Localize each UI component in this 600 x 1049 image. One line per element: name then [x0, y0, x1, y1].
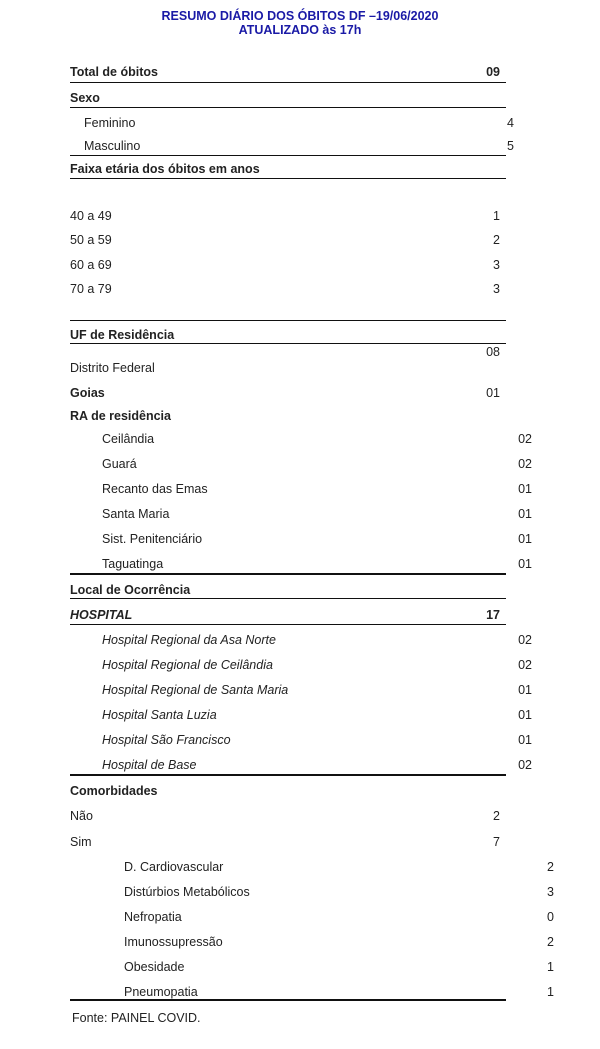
section-title-uf: UF de Residência: [70, 328, 175, 342]
section-title-local: Local de Ocorrência: [70, 583, 191, 597]
list-item: [70, 115, 520, 131]
item-value: 2: [493, 233, 500, 247]
item-value: 2: [547, 935, 554, 949]
list-item: [70, 884, 560, 900]
hospital-row: [70, 607, 506, 623]
total-value: 09: [486, 65, 500, 79]
comorb-nao-value: 2: [493, 809, 500, 823]
total-row: [70, 64, 506, 80]
item-value: 1: [493, 209, 500, 223]
item-label: Feminino: [84, 116, 136, 130]
divider: [70, 598, 506, 599]
item-label: Imunossupressão: [124, 935, 223, 949]
list-item: [70, 431, 538, 447]
item-label: Sist. Penitenciário: [102, 532, 203, 546]
list-item: [70, 632, 538, 648]
uf-df-label: Distrito Federal: [70, 361, 155, 375]
item-label: Taguatinga: [102, 557, 164, 571]
item-value: 01: [518, 557, 532, 571]
list-item: [70, 657, 538, 673]
item-value: 3: [547, 885, 554, 899]
item-label: Pneumopatia: [124, 985, 198, 999]
item-label: 70 a 79: [70, 282, 112, 296]
list-item: [70, 732, 538, 748]
item-label: 50 a 59: [70, 233, 112, 247]
divider: [70, 320, 506, 321]
item-value: 01: [518, 683, 532, 697]
total-label: Total de óbitos: [70, 65, 158, 79]
list-item: [70, 556, 538, 572]
uf-df-value: 08: [486, 345, 500, 359]
item-value: 01: [518, 532, 532, 546]
list-item: [70, 232, 506, 248]
item-value: 1: [547, 960, 554, 974]
comorb-sim-label: Sim: [70, 835, 92, 849]
list-item: [70, 859, 560, 875]
comorb-nao-row: [70, 808, 506, 824]
item-value: 01: [518, 733, 532, 747]
section-title-comorbidades: Comorbidades: [70, 784, 158, 798]
list-item: [70, 208, 506, 224]
item-label: Obesidade: [124, 960, 185, 974]
item-label: Hospital de Base: [102, 758, 197, 772]
item-label: Hospital Regional de Ceilândia: [102, 658, 273, 672]
uf-goias-row: [70, 385, 506, 401]
item-label: Hospital Regional da Asa Norte: [102, 633, 276, 647]
divider: [70, 573, 506, 575]
item-value: 01: [518, 708, 532, 722]
list-item: [70, 138, 520, 154]
list-item: [70, 257, 506, 273]
list-item: [70, 506, 538, 522]
item-value: 1: [547, 985, 554, 999]
item-value: 0: [547, 910, 554, 924]
item-value: 5: [507, 139, 514, 153]
item-value: 02: [518, 432, 532, 446]
list-item: [70, 959, 560, 975]
list-item: [70, 481, 538, 497]
item-label: Recanto das Emas: [102, 482, 208, 496]
item-value: 02: [518, 758, 532, 772]
list-item: [70, 281, 506, 297]
item-value: 4: [507, 116, 514, 130]
section-title-faixa: Faixa etária dos óbitos em anos: [70, 162, 260, 176]
list-item: [70, 707, 538, 723]
divider: [70, 82, 506, 83]
section-title-sexo: Sexo: [70, 91, 100, 105]
item-value: 2: [547, 860, 554, 874]
item-label: Masculino: [84, 139, 141, 153]
item-label: Nefropatia: [124, 910, 182, 924]
item-label: Distúrbios Metabólicos: [124, 885, 250, 899]
item-label: D. Cardiovascular: [124, 860, 224, 874]
list-item: [70, 984, 560, 1000]
report-header: [0, 9, 600, 37]
item-value: 3: [493, 258, 500, 272]
report-updated: ATUALIZADO às 17h: [238, 23, 362, 37]
item-label: Guará: [102, 457, 137, 471]
source-note: Fonte: PAINEL COVID.: [72, 1011, 201, 1025]
item-value: 02: [518, 658, 532, 672]
divider: [70, 107, 506, 108]
item-value: 01: [518, 507, 532, 521]
comorb-nao-label: Não: [70, 809, 93, 823]
item-label: 60 a 69: [70, 258, 112, 272]
divider: [70, 624, 506, 625]
divider: [70, 343, 506, 344]
report-title: RESUMO DIÁRIO DOS ÓBITOS DF –19/06/2020: [161, 9, 439, 23]
list-item: [70, 682, 538, 698]
list-item: [70, 757, 538, 773]
divider: [70, 774, 506, 776]
list-item: [70, 909, 560, 925]
comorb-sim-value: 7: [493, 835, 500, 849]
list-item: [70, 934, 560, 950]
uf-goias-value: 01: [486, 386, 500, 400]
item-label: Ceilândia: [102, 432, 155, 446]
hospital-value: 17: [486, 608, 500, 622]
item-value: 01: [518, 482, 532, 496]
list-item: [70, 456, 538, 472]
item-value: 02: [518, 457, 532, 471]
item-value: 3: [493, 282, 500, 296]
comorb-sim-row: [70, 834, 506, 850]
uf-goias-label: Goias: [70, 386, 105, 400]
item-label: Hospital Regional de Santa Maria: [102, 683, 289, 697]
hospital-label: HOSPITAL: [70, 608, 133, 622]
list-item: [70, 531, 538, 547]
item-label: Hospital Santa Luzia: [102, 708, 217, 722]
divider: [70, 155, 506, 156]
item-label: Hospital São Francisco: [102, 733, 231, 747]
divider: [70, 999, 506, 1001]
item-value: 02: [518, 633, 532, 647]
item-label: 40 a 49: [70, 209, 112, 223]
item-label: Santa Maria: [102, 507, 170, 521]
divider: [70, 178, 506, 179]
section-title-ra: RA de residência: [70, 409, 171, 423]
